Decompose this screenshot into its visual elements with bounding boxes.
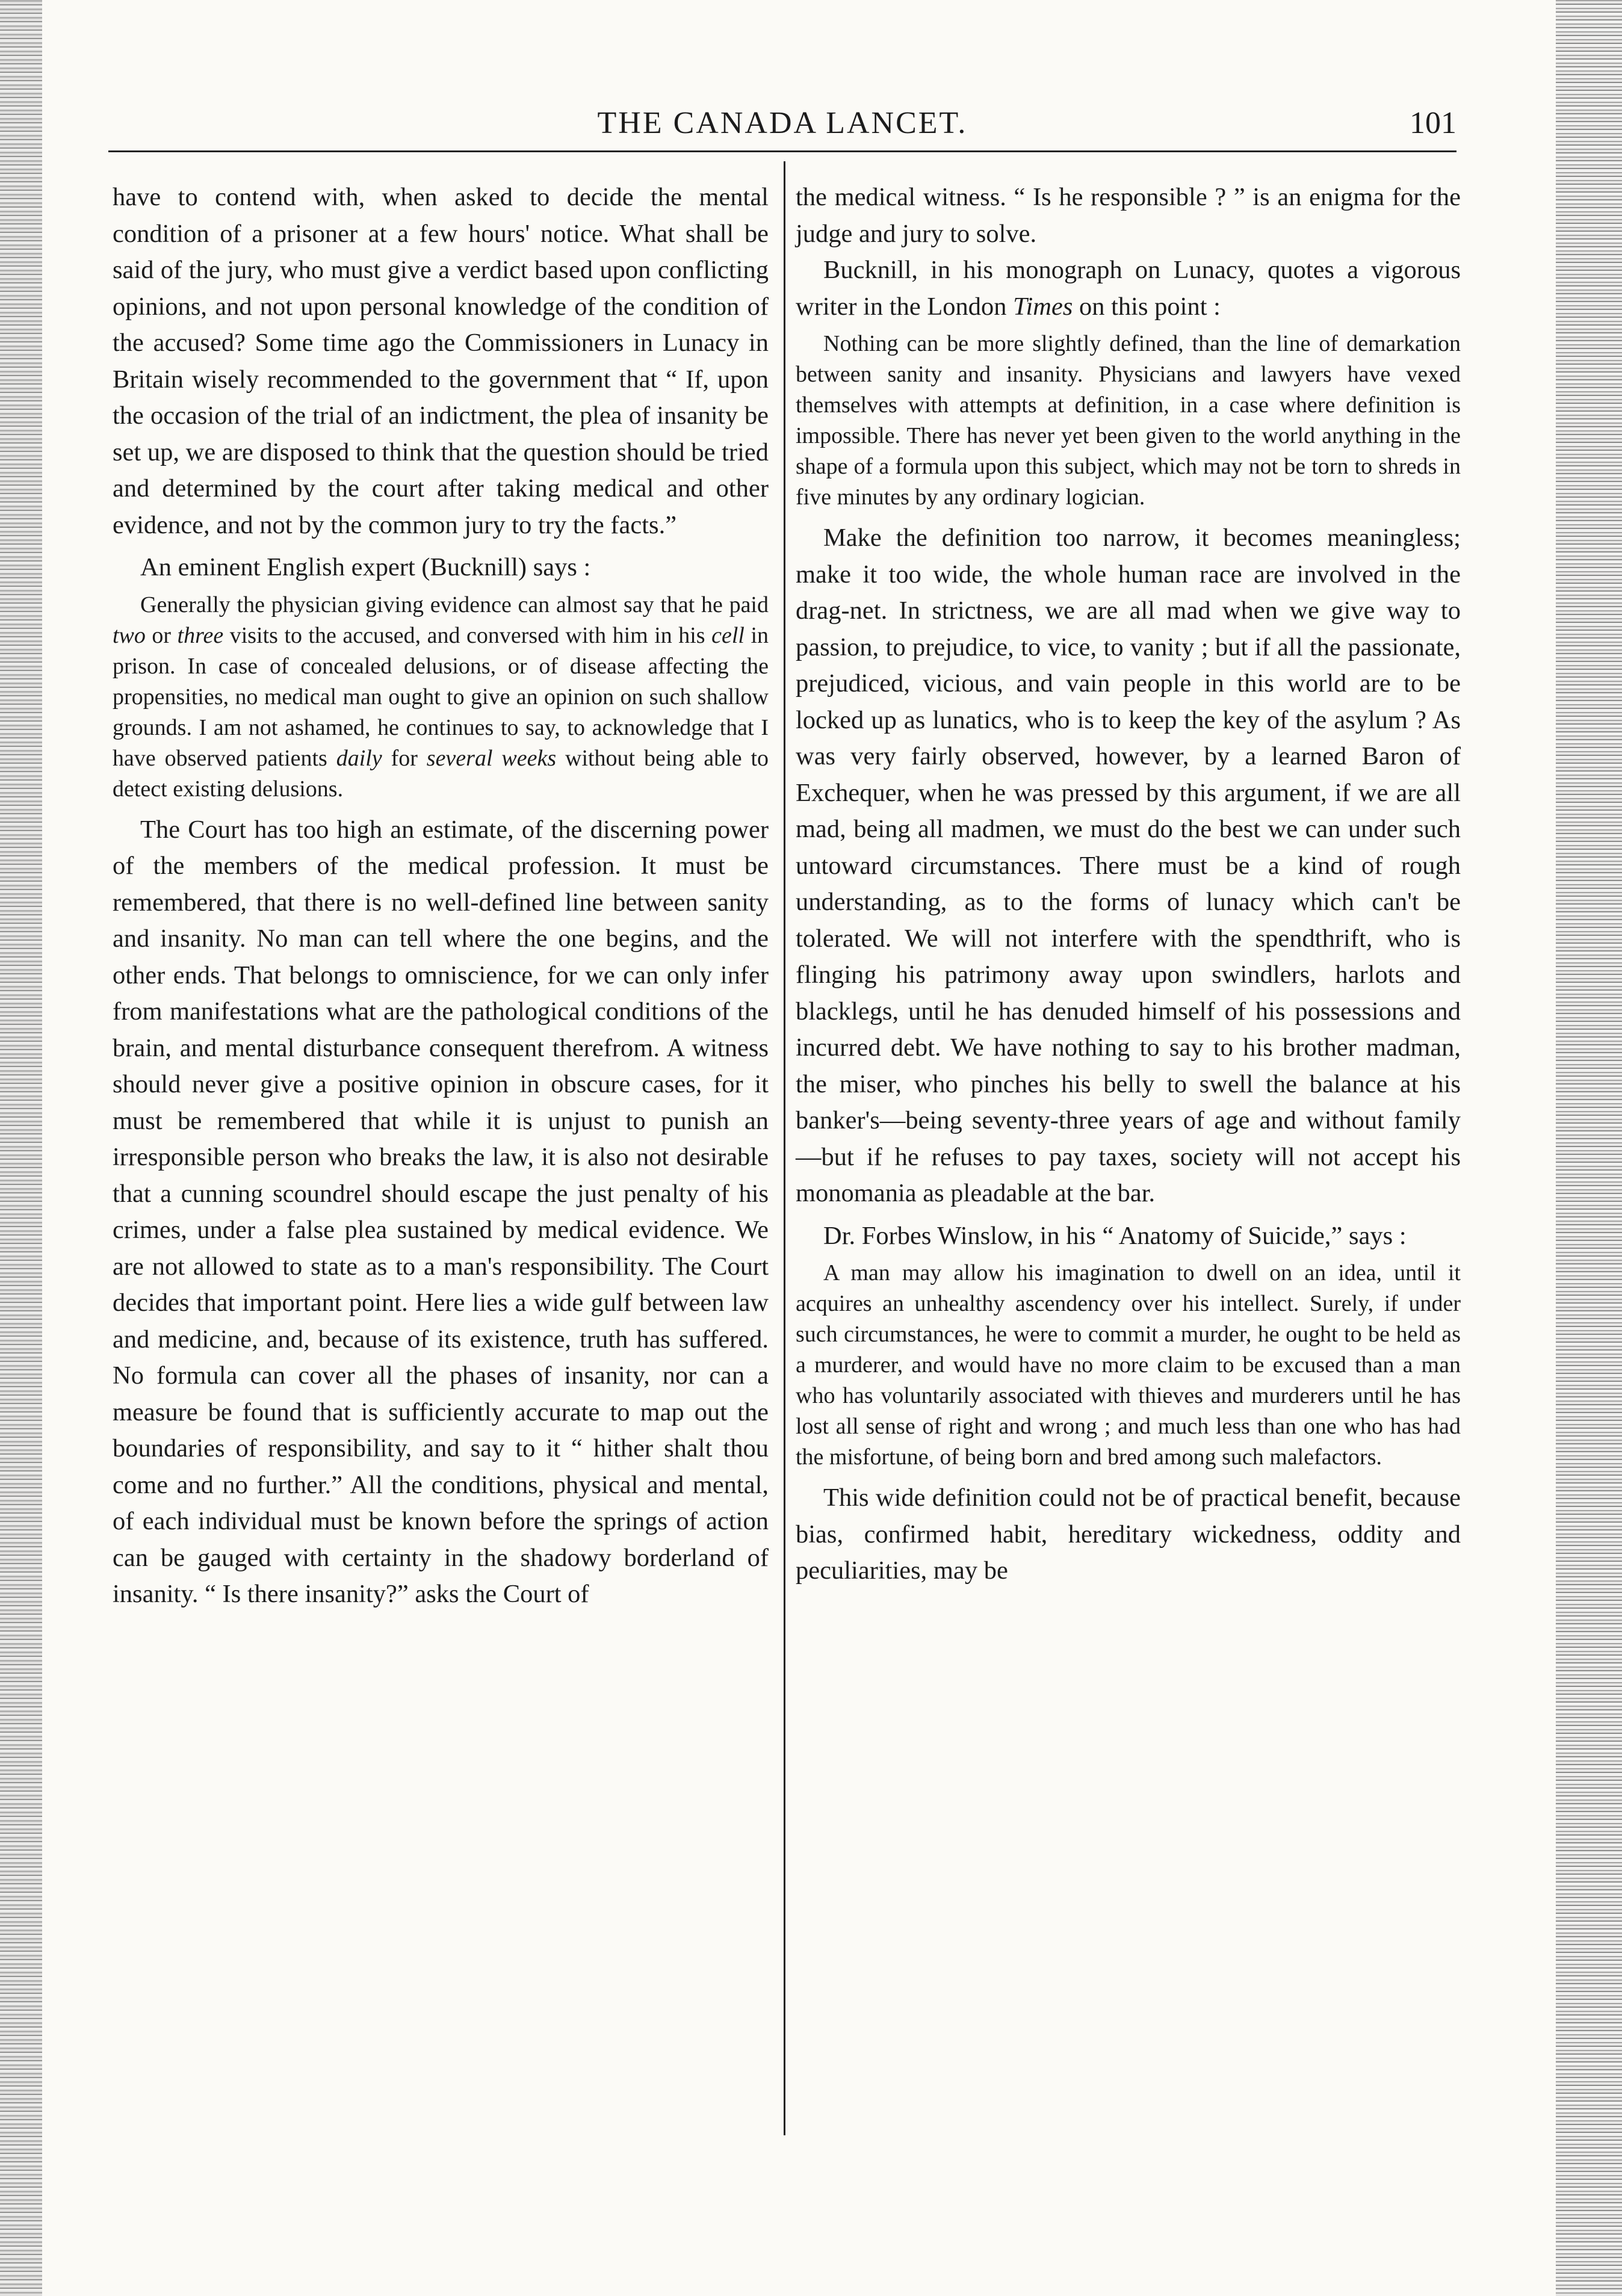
page-binding-edge-left: [0, 0, 42, 2296]
journal-title: THE CANADA LANCET.: [597, 106, 968, 140]
block-quote: Generally the physician giving evidence can almost say that he paid two or three visits to the accused, and conversed with him in his cell in prison. In case of concealed delusions, or of disease affecting the propensities, no medical man ought to give an opinion on such shallow grounds. I am not ashamed, he continues to say, to acknowledge that I have observed patients daily for several weeks without being able to detect existing delusions.: [113, 592, 769, 802]
paragraph: Dr. Forbes Winslow, in his “ Anatomy of Suicide,” says :: [823, 1221, 1407, 1250]
paragraph: This wide definition could not be of practical benefit, because bias, confirmed habit, hereditary wickedness, oddity and peculiarities, may be: [796, 1484, 1461, 1585]
page-binding-edge-right: [1556, 0, 1622, 2296]
right-column: [796, 179, 1461, 1589]
paragraph: Make the definition too narrow, it becomes meaningless; make it too wide, the whole human race are involved in the drag-net. In strictness, we are all mad when we give way to passion, to prejudice, to vice, to vanity ; but if all the passionate, prejudiced, vicious, and vain people in this world are to be locked up as lunatics, who is to keep the key of the asylum ? As was very fairly observed, however, by a learned Baron of Exchequer, when he was pressed by this argument, if we are all mad, being all madmen, we must do the best we can under such untoward circumstances. There must be a kind of rough understanding, as to the forms of lunacy which can't be tolerated. We will not interfere with the spendthrift, who is flinging his patrimony away upon swindlers, harlots and blacklegs, until he has denuded himself of his possessions and incurred debt. We have nothing to say to his brother madman, the miser, who pinches his belly to swell the balance at his banker's—being seventy-three years of age and without family—but if he refuses to pay taxes, society will not accept his monomania as pleadable at the bar.: [796, 524, 1461, 1207]
header-rule: [108, 150, 1456, 152]
paragraph: The Court has too high an estimate, of the discerning power of the members of the medical profession. It must be remembered, that there is no well-defined line between sanity and insanity. No man can tell where the one begins, and the other ends. That belongs to omniscience, for we can only infer from manifestations what are the pathological conditions of the brain, and mental disturbance consequent therefrom. A witness should never give a positive opinion in obscure cases, for it must be remembered that while it is unjust to punish an irresponsible person who breaks the law, it is also not desirable that a cunning scoundrel should escape the just penalty of his crimes, under a false plea sustained by medical evidence. We are not allowed to state as to a man's responsibility. The Court decides that important point. Here lies a wide gulf between law and medicine, and, because of its existence, truth has suffered. No formula can cover all the phases of insanity, nor can a measure be found that is sufficiently accurate to map out the boundaries of responsibility, and say to it “ hither shalt thou come and no further.” All the conditions, physical and mental, of each individual must be known before the springs of action can be gauged with certainty in the shadowy borderland of insanity. “ Is there insanity?” asks the Court of: [113, 815, 769, 1608]
paragraph: the medical witness. “ Is he responsible ? ” is an enigma for the judge and jury to solve.: [796, 183, 1461, 248]
block-quote: A man may allow his imagination to dwell on an idea, until it acquires an unhealthy ascendency over his intellect. Surely, if under such circumstances, he were to commit a murder, he ought to be held as a murderer, and would have no more claim to be excused than a man who has voluntarily associated with thieves and murderers until he has lost all sense of right and wrong ; and much less than one who has had the misfortune, of being born and bred among such malefactors.: [796, 1260, 1461, 1470]
page-number: 101: [1410, 106, 1456, 140]
paragraph: Bucknill, in his monograph on Lunacy, quotes a vigorous writer in the London Times on this point :: [796, 256, 1461, 321]
column-divider: [784, 161, 785, 2135]
running-header: [108, 105, 1456, 147]
paragraph: An eminent English expert (Bucknill) says :: [140, 553, 591, 581]
paragraph: have to contend with, when asked to decide the mental condition of a prisoner at a few hours' notice. What shall be said of the jury, who must give a verdict based upon conflicting opinions, and not upon personal knowledge of the condition of the accused? Some time ago the Commissioners in Lunacy in Britain wisely recommended to the government that “ If, upon the occasion of the trial of an indictment, the plea of insanity be set up, we are disposed to think that the question should be tried and determined by the court after taking medical and other evidence, and not by the common jury to try the facts.”: [113, 183, 769, 539]
block-quote: Nothing can be more slightly defined, than the line of demarkation between sanity and insanity. Physicians and lawyers have vexed themselves with attempts at definition, in a case where definition is impossible. There has never yet been given to the world anything in the shape of a formula upon this subject, which may not be torn to shreds in five minutes by any ordinary logician.: [796, 331, 1461, 510]
left-column: [113, 179, 769, 1613]
